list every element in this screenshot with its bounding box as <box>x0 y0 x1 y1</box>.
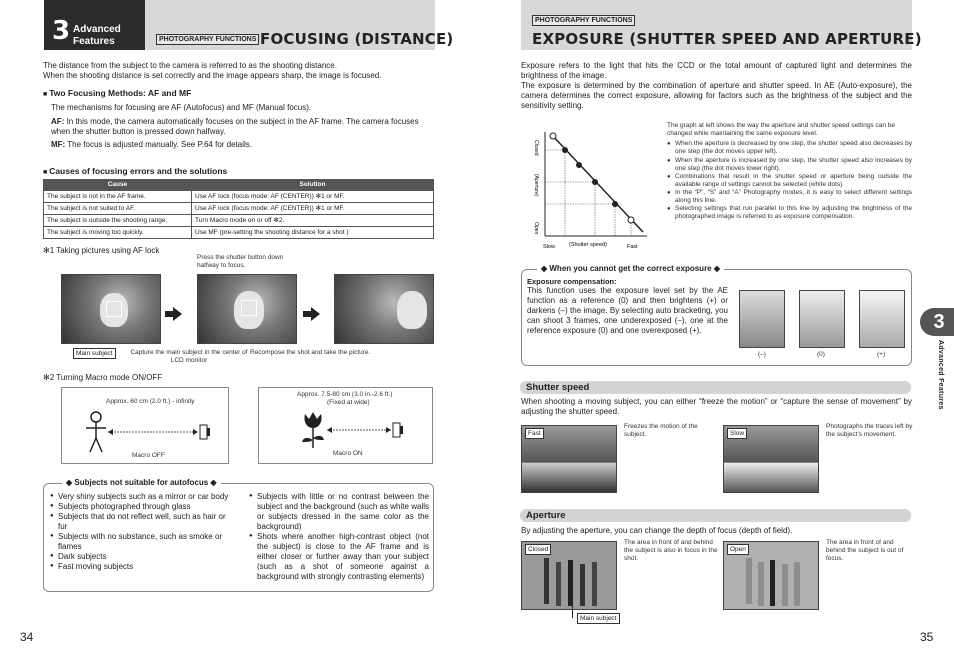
page-number-right: 35 <box>920 630 934 644</box>
chapter-title-line1: Advanced <box>73 24 121 35</box>
section-tag: PHOTOGRAPHY FUNCTIONS <box>156 34 259 45</box>
chapter-side-text: Advanced Features <box>937 340 944 410</box>
intro-line2: The exposure is determined by the combination of aperture and shutter speed. In AE (Auto-exposure), the camera determines the correct exposure, allowing for factors such as the brightness of the subject and the sensitivity setting. <box>521 81 912 110</box>
pencils-sharp <box>522 542 617 610</box>
macro-on-label: Macro ON <box>333 450 363 457</box>
main-subject-label: Main subject <box>577 613 620 624</box>
af-lock-photo-2 <box>197 274 297 344</box>
arrow-right-icon <box>193 429 198 435</box>
chapter-badge <box>44 0 145 50</box>
aperture-heading: Aperture <box>520 509 911 522</box>
methods-text: The mechanisms for focusing are AF (Autofocus) and MF (Manual focus). <box>51 103 312 112</box>
chapter-side-tab: 3 <box>920 308 954 336</box>
camera-icon <box>393 423 400 437</box>
bracket-photo-ref <box>799 290 845 348</box>
guide-lines <box>545 150 631 236</box>
list-item: ● Very shiny subjects such as a mirror or car body <box>50 492 235 502</box>
list-item: ● Combinations that result in the shutter speed or aperture being outside the available range of settings cannot be selected (white dots). <box>667 173 912 189</box>
graph-x-slow: Slow <box>543 244 555 250</box>
macro-on-distance: Approx. 7.5-80 cm (3.0 in.-2.6 ft.) <box>297 391 393 398</box>
macro-on-wide: (Fixed at wide) <box>327 399 370 406</box>
shutter-speed-heading: Shutter speed <box>520 381 911 394</box>
mf-description <box>51 140 252 150</box>
comp-text: This function uses the exposure level set by the AE function as a reference (0) and then brightens (+) or darkens (–) the image. By selecting auto bracketing, you can shoot 3 frames, one underexposed (–), one at the reference exposure (0) and one overexposed (+). <box>527 286 728 336</box>
graph-intro: The graph at left shows the way the aperture and shutter speed settings can be changed while maintaining the same exposure level. <box>667 122 896 138</box>
table-row <box>44 191 434 203</box>
note-macro: ✻2 Turning Macro mode ON/OFF <box>43 373 163 382</box>
note-af-lock: ✻1 Taking pictures using AF lock <box>43 246 160 255</box>
intro-line1: Exposure refers to the light that hits the CCD or the total amount of captured light and determines the brightness of the image. <box>521 61 912 80</box>
list-item: ● Subjects that do not reflect well, such as hair or fur <box>50 512 235 532</box>
main-subject-pointer <box>572 600 573 618</box>
closed-label: Closed <box>525 544 551 555</box>
frog-figure <box>397 291 427 329</box>
table-header-cause: Cause <box>44 180 192 191</box>
macro-on-diagram <box>258 387 433 464</box>
list-item: ● Subjects photographed through glass <box>50 502 235 512</box>
arrow-right-icon <box>311 307 320 321</box>
list-item: ● Shots where another high-contrast object (not the subject) is close to the AF frame and is either closer or further away than your subject (such as a shot of someone against a background with strongly contrasting elements) <box>249 532 429 582</box>
open-aperture-photo <box>723 541 819 610</box>
open-caption: The area in front of and behind the subject is out of focus. <box>826 539 904 563</box>
table-cell: The subject is moving too quickly. <box>44 227 192 239</box>
person-icon <box>86 412 106 452</box>
table-cell: Use MF (pre-setting the shooting distance for a shot ) <box>192 227 434 239</box>
fast-shutter-photo <box>521 425 617 493</box>
graph-y-open: Open <box>533 222 539 235</box>
af-description <box>51 117 437 137</box>
closed-caption: The area in front of and behind the subject is also in focus in the shot. <box>624 539 718 563</box>
list-item: ● When the aperture is decreased by one step, the shutter speed also decreases by one step (the dot moves upper left). <box>667 140 912 156</box>
arrow-right-icon <box>173 307 182 321</box>
list-item: ● In the “P”, “S” and “A” Photography modes, it is easy to select different settings along this line. <box>667 189 912 205</box>
methods-heading: ■ Two Focusing Methods: AF and MF <box>43 88 191 100</box>
cannot-title: ◆ When you cannot get the correct exposure ◆ <box>537 264 724 274</box>
af-frame-icon <box>241 300 257 316</box>
bracket-photo-over <box>859 290 905 348</box>
list-item: ● Fast moving subjects <box>50 562 235 572</box>
camera-lens-icon <box>400 426 403 434</box>
mf-text: The focus is adjusted manually. See P.64 for details. <box>67 140 252 149</box>
bracket-label-over: (+) <box>877 351 886 358</box>
unsuitable-title: ◆ Subjects not suitable for autofocus ◆ <box>62 478 221 488</box>
slow-label: Slow <box>727 428 747 439</box>
table-row <box>44 203 434 215</box>
mf-label: MF: <box>51 140 66 149</box>
unsuitable-right-list <box>249 492 429 582</box>
list-item: ● Dark subjects <box>50 552 235 562</box>
unsuitable-title-text: Subjects not suitable for autofocus <box>74 478 209 487</box>
bracket-label-ref: (0) <box>817 351 825 358</box>
table-header-row <box>44 180 434 191</box>
exposure-graph <box>529 124 659 252</box>
person-to-camera-diagram <box>82 408 222 454</box>
arrow-stem <box>303 311 311 317</box>
list-item: ● Subjects with no substance, such as smoke or flames <box>50 532 235 552</box>
bracket-photo-under <box>739 290 785 348</box>
chapter-number: 3 <box>52 16 71 46</box>
af-lock-photo-3 <box>334 274 434 344</box>
slow-caption: Photographs the traces left by the subject’s movement. <box>826 423 913 439</box>
graph-y-closed: Closed <box>533 140 539 156</box>
table-cell: Use AF lock (focus mode: AF (CENTER)) ✻1 or MF. <box>192 191 434 203</box>
causes-table <box>43 179 434 239</box>
list-item: ● When the aperture is increased by one step, the shutter speed also increases by one step (the dot moves lower right). <box>667 157 912 173</box>
table-row <box>44 227 434 239</box>
page-number-left: 34 <box>20 630 34 644</box>
open-label: Open <box>727 544 749 555</box>
shutter-text: When shooting a moving subject, you can either “freeze the motion” or “capture the sense of movement” by adjusting the shutter speed. <box>521 397 912 416</box>
list-item: ● Subjects with little or no contrast between the subject and the background (such as white walls or subjects dressed in the same color as the background) <box>249 492 429 532</box>
capture-caption: Capture the main subject in the center of LCD monitor <box>130 349 248 365</box>
table-cell: The subject is outside the shooting range. <box>44 215 192 227</box>
graph-bullets <box>667 140 912 221</box>
intro-paragraph <box>43 61 438 81</box>
macro-off-distance: Approx. 60 cm (2.0 ft.) - infinity <box>106 398 195 405</box>
recompose-caption: Recompose the shot and take the picture. <box>250 349 371 356</box>
aperture-text: By adjusting the aperture, you can change the depth of focus (depth of field). <box>521 526 793 535</box>
macro-off-label: Macro OFF <box>132 452 165 459</box>
camera-icon <box>200 425 207 439</box>
graph-x-mid: (Shutter speed) <box>569 242 607 248</box>
arrow-left-icon <box>327 427 332 433</box>
cannot-title-text: When you cannot get the correct exposure <box>549 264 712 273</box>
chapter-title-line2: Features <box>73 35 115 47</box>
arrow-stem <box>165 311 173 317</box>
pencils-blurred <box>724 542 819 610</box>
table-cell: Turn Macro mode on or off ✻2. <box>192 215 434 227</box>
tulip-icon <box>302 412 324 448</box>
causes-heading: ■ Causes of focusing errors and the solutions <box>43 166 227 178</box>
arrow-right-icon <box>386 427 391 433</box>
intro-line2: When the shooting distance is set correctly and the image appears sharp, the image is focused. <box>43 71 382 80</box>
af-text: In this mode, the camera automatically focuses on the subject in the AF frame. The camera focuses when the shutter button is pressed down halfway. <box>51 117 419 136</box>
fast-label: Fast <box>525 428 544 439</box>
page-title: FOCUSING (DISTANCE) <box>260 30 454 48</box>
main-subject-label: Main subject <box>73 348 116 359</box>
af-frame-icon <box>106 301 122 317</box>
list-item: ● Selecting settings that run parallel to this line by adjusting the brightness of the photographed image is referred to as exposure compensation. <box>667 205 912 221</box>
arrow-left-icon <box>108 429 113 435</box>
camera-lens-icon <box>207 428 210 436</box>
af-label: AF: <box>51 117 65 126</box>
macro-off-diagram <box>61 387 229 464</box>
comp-block <box>527 277 728 336</box>
right-page <box>477 0 954 667</box>
unsuitable-left-list <box>50 492 235 572</box>
graph-explanation <box>667 122 912 222</box>
section-tag: PHOTOGRAPHY FUNCTIONS <box>532 15 635 26</box>
table-header-solution: Solution <box>192 180 434 191</box>
closed-aperture-photo <box>521 541 617 610</box>
press-caption: Press the shutter button down halfway to focus. <box>197 254 284 270</box>
slow-shutter-photo <box>723 425 819 493</box>
table-cell: Use AF lock (focus mode: AF (CENTER)) ✻1 or MF. <box>192 203 434 215</box>
fast-caption: Freezes the motion of the subject. <box>624 423 698 439</box>
graph-x-fast: Fast <box>627 244 638 250</box>
chapter-title <box>73 24 121 47</box>
table-cell: The subject is not in the AF frame. <box>44 191 192 203</box>
graph-y-mid: (Aperture) <box>533 174 539 197</box>
flower-to-camera-diagram <box>299 410 419 450</box>
af-lock-photo-1 <box>61 274 161 344</box>
comp-heading: Exposure compensation: <box>527 277 617 286</box>
intro-line1: The distance from the subject to the camera is referred to as the shooting distance. <box>43 61 337 70</box>
bracket-label-under: (–) <box>758 351 766 358</box>
intro-paragraph <box>521 61 912 111</box>
page-title: EXPOSURE (SHUTTER SPEED AND APERTURE) <box>532 30 922 48</box>
table-cell: The subject is not suited to AF. <box>44 203 192 215</box>
table-row <box>44 215 434 227</box>
